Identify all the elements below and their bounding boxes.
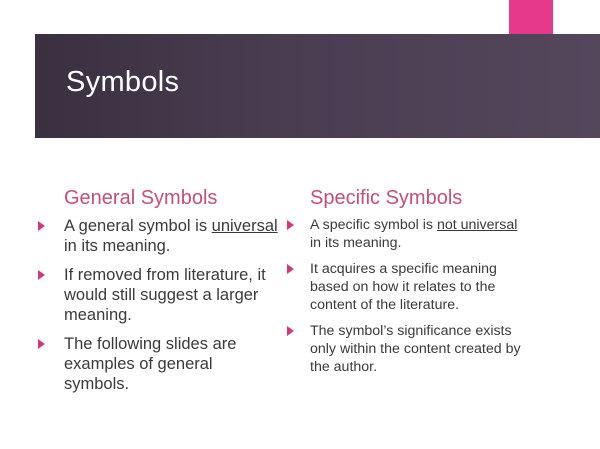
specific-symbols-heading: Specific Symbols (310, 187, 463, 209)
triangle-bullet-icon (38, 339, 45, 349)
specific-symbols-column (310, 187, 525, 384)
list-item (310, 216, 525, 252)
bullet-text: The symbol’s significance exists only within the content created by the author. (310, 323, 521, 375)
list-item (64, 216, 279, 256)
triangle-bullet-icon (38, 270, 45, 280)
bullet-text: The following slides are examples of general symbols. (64, 335, 237, 393)
bullet-text: in its meaning. (64, 237, 171, 255)
list-item (310, 322, 525, 376)
list-item (64, 265, 279, 325)
specific-symbols-list (310, 216, 525, 376)
general-symbols-column (64, 187, 279, 403)
triangle-bullet-icon (287, 326, 294, 336)
bullet-text: It acquires a specific meaning based on how it relates to the content of the literature. (310, 261, 497, 313)
triangle-bullet-icon (287, 220, 294, 230)
list-item (64, 334, 279, 394)
bullet-text: A specific symbol is (310, 217, 437, 233)
bullet-text: A general symbol is (64, 217, 212, 235)
general-symbols-list (64, 216, 279, 394)
slide-title: Symbols (66, 66, 180, 98)
triangle-bullet-icon (38, 221, 45, 231)
bullet-emphasis: not universal (436, 217, 518, 233)
bullet-text: If removed from literature, it would still suggest a larger meaning. (64, 266, 266, 324)
triangle-bullet-icon (287, 264, 294, 274)
bullet-text: in its meaning. (310, 235, 402, 251)
bullet-emphasis: universal (211, 217, 278, 235)
list-item (310, 260, 525, 314)
general-symbols-heading: General Symbols (64, 187, 218, 209)
